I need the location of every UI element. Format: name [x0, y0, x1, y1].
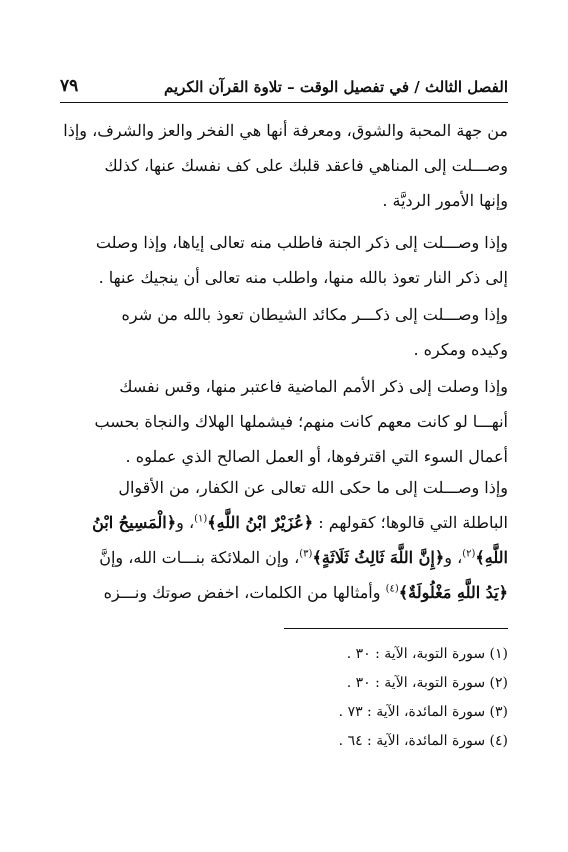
footnote-reference: (٢): [462, 548, 476, 560]
text-line: وكيده ومكره .: [413, 340, 508, 359]
running-header: [60, 76, 508, 103]
footnote-reference: (١): [194, 513, 208, 525]
text-line: من جهة المحبة والشوق، ومعرفة أنها هي الفخر والعز والشرف، وإذا: [63, 121, 508, 140]
footnote: (٢) سورة التوبة، الآية : ٣٠ .: [346, 675, 508, 691]
quran-quote: ﴿الْمَسِيحُ ابْنُ: [92, 513, 177, 532]
body-paragraph: [60, 225, 508, 295]
quran-quote: ﴿إِنَّ اللَّهَ ثَالِثُ ثَلَاثَةٍ﴾: [312, 548, 445, 567]
text-line: وإذا وصـــلت إلى ذكـــر مكائد الشيطان تعوذ بالله من شره: [121, 305, 508, 324]
body-paragraph: [60, 297, 508, 367]
text-line: [60, 505, 508, 540]
body-paragraph: [60, 470, 508, 610]
text-line: إلى ذكر النار تعوذ بالله منها، واطلب منه تعالى أن ينجيك عنها .: [98, 268, 508, 287]
footnote: (٣) سورة المائدة، الآية : ٧٣ .: [338, 704, 508, 720]
footnotes: [240, 640, 508, 756]
text-span: ، و: [176, 513, 195, 532]
text-line: أعمال السوء التي اقترفوها، أو العمل الصالح الذي عملوه .: [125, 447, 508, 466]
text-line: وصـــلت إلى المناهي فاعقد قلبك على كف نفسك عنها، كذلك: [104, 156, 508, 175]
text-line: أنهـــا لو كانت معهم كانت منهم؛ فيشملها الهلاك والنجاة بحسب: [94, 412, 508, 431]
text-line: وإذا وصلت إلى ذكر الأمم الماضية فاعتبر منها، وقس نفسك: [119, 377, 508, 396]
quran-quote: اللَّهِ﴾: [475, 548, 508, 567]
text-span: وأمثالها من الكلمات، اخفض صوتك ونـــزه: [103, 583, 386, 602]
footnote-reference: (٣): [299, 548, 313, 560]
text-span: ، و: [444, 548, 463, 567]
text-line: وإذا وصـــلت إلى ما حكى الله تعالى عن الكفار، من الأقوال: [118, 478, 508, 497]
quran-quote: ﴿يَدُ اللَّهِ مَغْلُولَةٌ﴾: [398, 583, 508, 602]
text-line: وإنها الأمور الرديَّة .: [382, 191, 508, 210]
footnote-divider: [284, 628, 508, 629]
text-line: [60, 540, 508, 575]
chapter-title: الفصل الثالث / في تفصيل الوقت – تلاوة القرآن الكريم: [164, 78, 508, 96]
quran-quote: ﴿عُزَيْرٌ ابْنُ اللَّهِ﴾: [207, 513, 314, 532]
text-span: ، وإن الملائكة بنـــات الله، وإنَّ: [99, 548, 300, 567]
body-paragraph: [60, 113, 508, 218]
page-number: ٧٩: [60, 76, 79, 96]
footnote-reference: (٤): [385, 583, 399, 595]
text-line: [60, 575, 508, 610]
text-span: الباطلة التي قالوها؛ كقولهم :: [313, 513, 508, 532]
body-paragraph: [60, 369, 508, 474]
text-line: وإذا وصـــلت إلى ذكر الجنة فاطلب منه تعالى إياها، وإذا وصلت: [95, 233, 508, 252]
footnote: (١) سورة التوبة، الآية : ٣٠ .: [346, 646, 508, 662]
footnote: (٤) سورة المائدة، الآية : ٦٤ .: [338, 733, 508, 749]
